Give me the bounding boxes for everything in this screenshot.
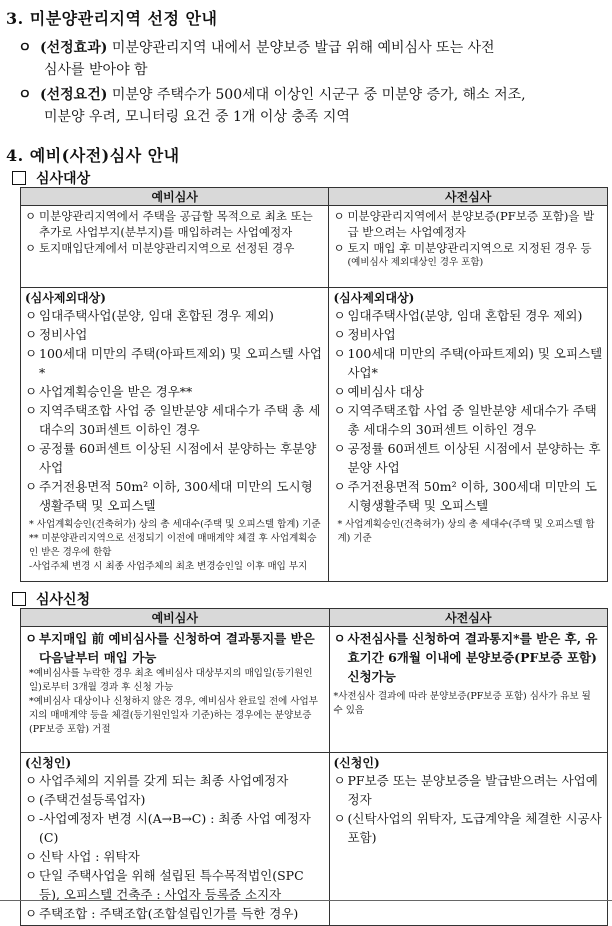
list-item-text: 미분양관리지역에서 분양보증(PF보증 포함)을 발급 받으려는 사업예정자 <box>347 209 595 239</box>
bullet-circle-icon: ㅇ <box>333 241 345 255</box>
list-item-text: 토지 매입 후 미분양관리지역으로 지정된 경우 등 <box>347 241 592 255</box>
col-prior-header: 사전심사 <box>329 609 608 627</box>
bullet-circle-icon: ㅇ <box>333 327 346 342</box>
list-item <box>25 771 325 790</box>
col-pre-header: 예비심사 <box>21 188 329 206</box>
list-item-text: 지역주택조합 사업 중 일반분양 세대수가 주택 총 세대수의 30퍼센트 이하인 경우 <box>39 403 321 437</box>
checkbox-square-icon <box>12 592 26 606</box>
list-item <box>25 809 325 847</box>
bullet-circle-icon: ㅇ <box>25 327 38 342</box>
bullet-circle-icon: ㅇ <box>333 346 346 361</box>
list-item <box>25 904 325 923</box>
applicant-title: (신청인) <box>25 756 72 770</box>
list-item <box>25 344 324 382</box>
bottom-rule <box>0 900 612 901</box>
list-item <box>333 240 603 256</box>
pre-apply-cell <box>21 627 329 739</box>
list-item <box>333 344 603 382</box>
list-item <box>25 439 324 477</box>
list-item-text: 미분양관리지역에서 주택을 공급할 목적으로 최초 또는 추가로 사업부지(분부지)를 매입하려는 사업예정자 <box>39 209 313 239</box>
bullet-circle-icon: ㅇ <box>333 384 346 399</box>
list-item <box>25 866 325 904</box>
bullet-circle-icon: ㅇ <box>333 479 346 494</box>
list-item <box>25 325 324 344</box>
criteria-text: 미분양 주택수가 500세대 이상인 시군구 중 미분양 증가, 해소 저조, <box>111 87 526 103</box>
list-item-text: (주택건설등록업자) <box>39 792 146 807</box>
list-item-text: 주거전용면적 50m² 이하, 300세대 미만의 도시형생활주택 및 오피스텔 <box>347 479 597 513</box>
bullet-circle-icon: ㅇ <box>333 403 346 418</box>
bullet-circle-icon: ㅇ <box>25 441 38 456</box>
criteria-text-cont: 미분양 우려, 모니터링 요건 중 1개 이상 충족 지역 <box>44 109 350 125</box>
list-item <box>25 208 324 240</box>
list-item <box>25 477 324 515</box>
list-item-text: 토지매입단계에서 미분양관리지역으로 선정된 경우 <box>39 241 295 255</box>
bullet-circle-icon: ㅇ <box>333 811 346 826</box>
list-item <box>333 208 603 240</box>
col-pre-header: 예비심사 <box>21 609 330 627</box>
list-item <box>333 477 603 515</box>
list-item-text: 임대주택사업(분양, 임대 혼합된 경우 제외) <box>347 308 583 323</box>
list-item-text: 사업계획승인을 받은 경우** <box>39 384 193 399</box>
criteria-label: (선정요건) <box>40 87 108 103</box>
bullet-circle-icon: ㅇ <box>25 479 38 494</box>
bullet-circle-icon: ㅇ <box>25 792 38 807</box>
prior-subject-cell <box>329 206 607 272</box>
pre-apply-main: ㅇ 부지매입 前 예비심사를 신청하여 결과통지를 받은 다음날부터 매입 가능 <box>25 631 315 665</box>
bullet-circle-icon: ㅇ <box>25 384 38 399</box>
list-item-text: 사업주체의 지위를 갖게 되는 최종 사업예정자 <box>39 773 289 788</box>
pre-excl-cell <box>21 288 328 576</box>
bullet-circle-icon: ㅇ <box>333 441 346 456</box>
list-item-text: 지역주택조합 사업 중 일반분양 세대수가 주택 총 세대수의 30퍼센트 이하인 경우 <box>347 403 597 437</box>
list-item <box>25 240 324 256</box>
application-table <box>20 608 608 926</box>
list-item-text: 공정률 60퍼센트 이상된 시점에서 분양하는 후분양 사업 <box>347 441 601 475</box>
subject-table <box>20 187 608 582</box>
criteria-line <box>18 84 526 106</box>
bullet-circle-icon: ㅇ <box>333 209 345 223</box>
bullet-circle-icon: ㅇ <box>25 241 37 255</box>
note-item: * 사업계획승인(건축허가) 상의 총 세대수(주택 및 오피스텔 합계) 기준 <box>337 519 595 544</box>
list-item-text: 신탁 사업 : 위탁자 <box>39 849 140 864</box>
list-item-text: 100세대 미만의 주택(아파트제외) 및 오피스텔 사업* <box>39 346 322 380</box>
list-item-text: 임대주택사업(분양, 임대 혼합된 경우 제외) <box>39 308 274 323</box>
list-item-text: 공정률 60퍼센트 이상된 시점에서 분양하는 후분양 사업 <box>39 441 317 475</box>
list-item <box>333 382 603 401</box>
list-item <box>25 306 324 325</box>
list-item-text: 단일 주택사업을 위해 설립된 특수목적법인(SPC 등), 오피스텔 건축주 : 사업자 등록증 소지자 <box>39 868 304 902</box>
list-item-text: 주택조합 : 주택조합(조합설립인가를 득한 경우) <box>39 906 299 921</box>
subject-heading: 심사대상 <box>12 168 90 188</box>
list-item-text: (신탁사업의 위탁자, 도급계약을 체결한 시공사 포함) <box>347 811 602 845</box>
prior-applicant-cell <box>330 753 608 849</box>
pre-subject-cell <box>21 206 328 258</box>
bullet-circle-icon: ㅇ <box>25 811 38 826</box>
bullet-circle-icon: ㅇ <box>333 308 346 323</box>
list-item <box>334 809 604 847</box>
list-item <box>25 382 324 401</box>
list-item <box>333 401 603 439</box>
list-item-text: 정비사업 <box>39 327 88 342</box>
list-item-text: -사업예정자 변경 시(A→B→C) : 최종 사업 예정자(C) <box>39 811 311 845</box>
bullet-circle-icon: ㅇ <box>18 87 32 103</box>
effect-label: (선정효과) <box>40 40 108 56</box>
note-item: -사업주체 변경 시 최종 사업주체의 최초 변경승인일 이후 매입 부지 <box>29 561 308 572</box>
excl-title: (심사제외대상) <box>25 291 106 305</box>
bullet-circle-icon: ㅇ <box>25 209 37 223</box>
bullet-circle-icon: ㅇ <box>18 40 32 56</box>
list-item <box>25 847 325 866</box>
list-item <box>25 401 324 439</box>
bullet-circle-icon: ㅇ <box>25 346 38 361</box>
section4-title: 4. 예비(사전)심사 안내 <box>6 146 180 165</box>
list-item-text: 예비심사 대상 <box>347 384 424 399</box>
effect-text: 미분양관리지역 내에서 분양보증 발급 위해 예비심사 또는 사전 <box>111 40 495 56</box>
note-item: *예비심사를 누락한 경우 최초 예비심사 대상부지의 매입일(등기원인일)로부터 3개월 경과 후 신청 가능 <box>29 668 313 693</box>
list-item <box>333 306 603 325</box>
bullet-circle-icon: ㅇ <box>333 773 346 788</box>
bullet-circle-icon: ㅇ <box>25 308 38 323</box>
list-item-text: 주거전용면적 50m² 이하, 300세대 미만의 도시형생활주택 및 오피스텔 <box>39 479 313 513</box>
bullet-circle-icon: ㅇ <box>25 403 38 418</box>
prior-apply-cell <box>330 627 608 720</box>
prior-subject-note: (예비심사 제외대상인 경우 포함) <box>347 257 484 268</box>
list-item <box>334 771 604 809</box>
note-item: *예비심사 대상이나 신청하지 않은 경우, 예비심사 완료일 전에 사업부지의 매매계약 등을 체결(등기원인일자 기준)하는 경우에는 분양보증(PF보증 포함) 거절 <box>29 696 318 735</box>
prior-apply-main: ㅇ 사전심사를 신청하여 결과통지*를 받은 후, 유효기간 6개월 이내에 분양보증(PF보증 포함) 신청가능 <box>333 631 598 684</box>
effect-line <box>18 37 495 59</box>
bullet-circle-icon: ㅇ <box>25 849 38 864</box>
excl-title: (심사제외대상) <box>333 291 415 305</box>
list-item <box>25 790 325 809</box>
effect-text-cont: 심사를 받아야 함 <box>44 62 148 78</box>
list-item <box>333 439 603 477</box>
prior-apply-note: *사전심사 결과에 따라 분양보증(PF보증 포함) 심사가 유보 될 수 있음 <box>333 691 591 716</box>
list-item-text: PF보증 또는 분양보증을 발급받으려는 사업예정자 <box>347 773 598 807</box>
list-item-text: 정비사업 <box>347 327 396 342</box>
prior-excl-cell <box>329 288 607 548</box>
list-item-text: 100세대 미만의 주택(아파트제외) 및 오피스텔 사업* <box>347 346 603 380</box>
col-prior-header: 사전심사 <box>329 188 608 206</box>
note-item: ** 미분양관리지역으로 선정되기 이전에 매매계약 체결 후 사업계획승인 받은 경우에 한함 <box>29 533 317 558</box>
list-item <box>333 325 603 344</box>
note-item: * 사업계획승인(건축허가) 상의 총 세대수(주택 및 오피스텔 합계) 기준 <box>29 519 321 530</box>
applicant-title: (신청인) <box>333 756 380 770</box>
checkbox-square-icon <box>12 171 26 185</box>
bullet-circle-icon: ㅇ <box>25 773 38 788</box>
application-heading: 심사신청 <box>12 589 90 609</box>
bullet-circle-icon: ㅇ <box>25 868 38 883</box>
bullet-circle-icon: ㅇ <box>25 906 38 921</box>
section3-title: 3. 미분양관리지역 선정 안내 <box>6 9 218 28</box>
